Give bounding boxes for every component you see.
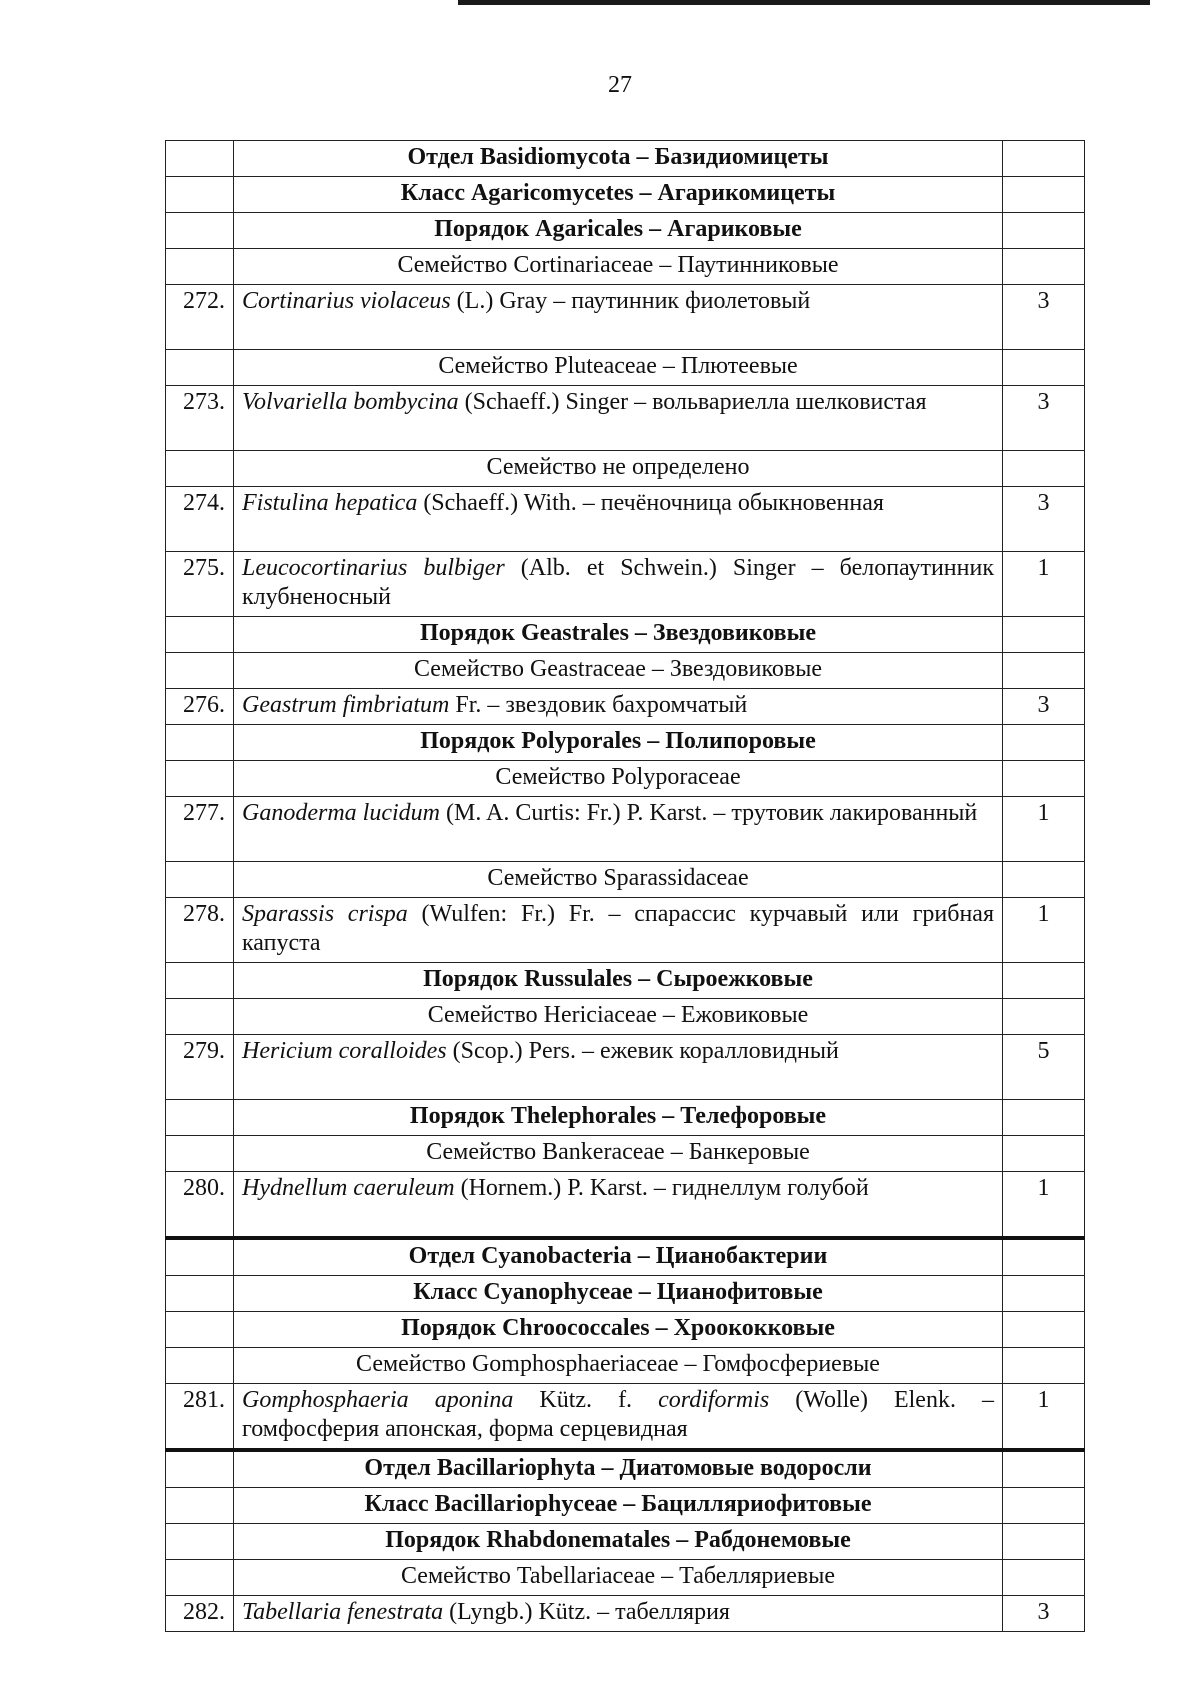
status-cell — [1003, 653, 1085, 689]
status-cell: 3 — [1003, 386, 1085, 451]
species-description: (Schaeff.) With. – печёночница обыкновенная — [417, 490, 884, 516]
species-description: (Wolle) Elenk. – гомфосферия апонская, форма серцевидная — [242, 1387, 994, 1442]
status-cell — [1003, 451, 1085, 487]
species-table — [165, 140, 1085, 1632]
species-description: (Alb. et Schwein.) Singer – белопаутинник клубненосный — [242, 555, 994, 610]
status-cell — [1003, 1238, 1085, 1276]
row-number-cell — [166, 1348, 234, 1384]
row-text-cell — [234, 689, 1003, 725]
row-number-cell — [166, 213, 234, 249]
row-text-cell — [234, 285, 1003, 350]
taxon-heading: Порядок Thelephorales – Телефоровые — [409, 1103, 827, 1129]
taxon-heading: Класс Cyanophyceae – Цианофитовые — [413, 1279, 823, 1305]
species-row — [166, 386, 1085, 451]
row-number-cell: 281. — [166, 1384, 234, 1451]
row-number-cell — [166, 249, 234, 285]
row-text-cell — [234, 653, 1003, 689]
taxon-heading-row — [166, 617, 1085, 653]
status-cell: 1 — [1003, 1384, 1085, 1451]
taxon-heading-row — [166, 1136, 1085, 1172]
taxon-heading-row — [166, 963, 1085, 999]
row-text-cell — [234, 1276, 1003, 1312]
taxon-heading: Отдел Bacillariophyta – Диатомовые водоросли — [364, 1455, 872, 1481]
species-row — [166, 689, 1085, 725]
taxon-heading-row — [166, 1450, 1085, 1488]
row-number-cell: 276. — [166, 689, 234, 725]
status-cell — [1003, 141, 1085, 177]
latin-name: Gomphosphaeria aponina — [242, 1387, 514, 1413]
taxon-heading: Семейство Cortinariaceae – Паутинниковые — [397, 252, 839, 278]
taxon-heading: Семейство Geastraceae – Звездовиковые — [414, 656, 822, 682]
taxon-heading: Порядок Chroococcales – Хроококковые — [401, 1315, 835, 1341]
taxon-heading: Семейство Gomphosphaeriaceae – Гомфосфериевые — [356, 1351, 880, 1377]
row-number-cell: 274. — [166, 487, 234, 552]
row-number-cell — [166, 999, 234, 1035]
status-cell: 3 — [1003, 1596, 1085, 1632]
status-cell — [1003, 1136, 1085, 1172]
taxon-heading-row — [166, 1276, 1085, 1312]
row-text-cell — [234, 1524, 1003, 1560]
row-text-cell — [234, 1560, 1003, 1596]
status-cell — [1003, 177, 1085, 213]
row-text-cell — [234, 213, 1003, 249]
row-text-cell — [234, 898, 1003, 963]
row-text-cell — [234, 1450, 1003, 1488]
species-row — [166, 1596, 1085, 1632]
taxon-heading: Порядок Geastrales – Звездовиковые — [419, 620, 817, 646]
taxon-heading-row — [166, 249, 1085, 285]
taxon-heading: Класс Agaricomycetes – Агарикомицеты — [400, 180, 836, 206]
row-text-cell — [234, 1100, 1003, 1136]
status-cell — [1003, 1450, 1085, 1488]
row-number-cell — [166, 1312, 234, 1348]
status-cell — [1003, 999, 1085, 1035]
latin-name: Volvariella bombycina — [242, 389, 459, 415]
row-number-cell: 272. — [166, 285, 234, 350]
taxon-heading-row — [166, 725, 1085, 761]
status-cell: 1 — [1003, 1172, 1085, 1239]
status-cell — [1003, 963, 1085, 999]
row-number-cell — [166, 1136, 234, 1172]
taxon-heading: Порядок Polyporales – Полипоровые — [420, 728, 816, 754]
row-number-cell — [166, 451, 234, 487]
species-description: (Schaeff.) Singer – вольвариелла шелковистая — [458, 389, 927, 415]
taxon-heading: Семейство Tabellariaceae – Табелляриевые — [400, 1563, 835, 1589]
row-number-cell — [166, 1560, 234, 1596]
taxon-heading: Семейство Bankeraceae – Банкеровые — [426, 1139, 810, 1165]
row-number-cell — [166, 862, 234, 898]
taxon-heading-row — [166, 1560, 1085, 1596]
latin-name: Fistulina hepatica — [242, 490, 418, 516]
species-row — [166, 285, 1085, 350]
taxon-heading-row — [166, 1238, 1085, 1276]
taxon-heading-row — [166, 862, 1085, 898]
species-description: (Wulfen: Fr.) Fr. – спарассис курчавый или грибная капуста — [242, 901, 994, 956]
row-text-cell — [234, 1238, 1003, 1276]
row-number-cell — [166, 1100, 234, 1136]
latin-name: Leucocortinarius bulbiger — [242, 555, 505, 581]
row-number-cell: 282. — [166, 1596, 234, 1632]
status-cell — [1003, 213, 1085, 249]
row-text-cell — [234, 617, 1003, 653]
status-cell — [1003, 862, 1085, 898]
species-row — [166, 1035, 1085, 1100]
row-text-cell — [234, 1136, 1003, 1172]
row-number-cell — [166, 141, 234, 177]
row-number-cell — [166, 617, 234, 653]
status-cell: 3 — [1003, 487, 1085, 552]
row-text-cell — [234, 552, 1003, 617]
latin-name: Geastrum fimbriatum — [242, 692, 450, 718]
taxon-heading-row — [166, 213, 1085, 249]
species-description: (L.) Gray – паутинник фиолетовый — [450, 288, 811, 314]
taxon-heading-row — [166, 1524, 1085, 1560]
latin-name: Tabellaria fenestrata — [242, 1599, 444, 1625]
row-text-cell — [234, 1488, 1003, 1524]
row-text-cell — [234, 386, 1003, 451]
row-number-cell: 277. — [166, 797, 234, 862]
status-cell — [1003, 1312, 1085, 1348]
row-number-cell — [166, 177, 234, 213]
status-cell — [1003, 350, 1085, 386]
status-cell — [1003, 725, 1085, 761]
species-row — [166, 1384, 1085, 1451]
row-text-cell — [234, 1596, 1003, 1632]
row-number-cell: 278. — [166, 898, 234, 963]
row-number-cell — [166, 1238, 234, 1276]
row-number-cell: 279. — [166, 1035, 234, 1100]
row-text-cell — [234, 487, 1003, 552]
latin-name: cordiformis — [658, 1387, 770, 1413]
row-number-cell — [166, 1488, 234, 1524]
status-cell: 1 — [1003, 552, 1085, 617]
row-number-cell — [166, 761, 234, 797]
species-description: (Lyngb.) Kütz. – табеллярия — [443, 1599, 730, 1625]
row-number-cell: 280. — [166, 1172, 234, 1239]
taxon-heading-row — [166, 1100, 1085, 1136]
status-cell — [1003, 617, 1085, 653]
row-text-cell — [234, 862, 1003, 898]
status-cell — [1003, 1276, 1085, 1312]
row-text-cell — [234, 177, 1003, 213]
taxon-heading-row — [166, 177, 1085, 213]
taxon-heading: Отдел Cyanobacteria – Цианобактерии — [408, 1243, 828, 1269]
species-description: (Scop.) Pers. – ежевик коралловидный — [446, 1038, 839, 1064]
status-cell: 5 — [1003, 1035, 1085, 1100]
status-cell: 1 — [1003, 797, 1085, 862]
taxon-heading-row — [166, 653, 1085, 689]
species-description: Kütz. f. — [513, 1387, 659, 1413]
row-text-cell — [234, 141, 1003, 177]
row-number-cell — [166, 653, 234, 689]
status-cell: 1 — [1003, 898, 1085, 963]
status-cell: 3 — [1003, 689, 1085, 725]
row-text-cell — [234, 1035, 1003, 1100]
latin-name: Hydnellum caeruleum — [242, 1175, 455, 1201]
row-text-cell — [234, 249, 1003, 285]
taxon-heading: Порядок Agaricales – Агариковые — [434, 216, 802, 242]
row-text-cell — [234, 797, 1003, 862]
row-number-cell — [166, 963, 234, 999]
taxon-heading: Порядок Russulales – Сыроежковые — [423, 966, 813, 992]
taxon-heading: Семейство Polyporaceae — [495, 764, 741, 790]
taxon-heading-row — [166, 141, 1085, 177]
latin-name: Cortinarius violaceus — [242, 288, 451, 314]
status-cell — [1003, 1488, 1085, 1524]
species-row — [166, 487, 1085, 552]
latin-name: Ganoderma lucidum — [242, 800, 440, 826]
status-cell — [1003, 1100, 1085, 1136]
row-text-cell — [234, 1312, 1003, 1348]
species-row — [166, 898, 1085, 963]
taxon-heading: Семейство Hericiaceae – Ежовиковые — [427, 1002, 809, 1028]
row-number-cell — [166, 1524, 234, 1560]
row-number-cell — [166, 1276, 234, 1312]
species-description: (M. A. Curtis: Fr.) P. Karst. – трутовик лакированный — [439, 800, 978, 826]
species-row — [166, 797, 1085, 862]
status-cell: 3 — [1003, 285, 1085, 350]
row-text-cell — [234, 999, 1003, 1035]
status-cell — [1003, 1524, 1085, 1560]
row-number-cell — [166, 1450, 234, 1488]
row-text-cell — [234, 963, 1003, 999]
row-number-cell — [166, 350, 234, 386]
taxon-heading-row — [166, 761, 1085, 797]
row-number-cell — [166, 725, 234, 761]
taxon-heading-row — [166, 451, 1085, 487]
page-number: 27 — [608, 72, 632, 98]
row-text-cell — [234, 350, 1003, 386]
taxon-heading-row — [166, 1348, 1085, 1384]
status-cell — [1003, 1560, 1085, 1596]
row-text-cell — [234, 451, 1003, 487]
row-text-cell — [234, 1172, 1003, 1239]
taxon-heading-row — [166, 1312, 1085, 1348]
latin-name: Sparassis crispa — [242, 901, 408, 927]
latin-name: Hericium coralloides — [242, 1038, 447, 1064]
taxon-heading: Порядок Rhabdonematales – Рабдонемовые — [385, 1527, 851, 1553]
taxon-heading: Семейство Sparassidaceae — [487, 865, 749, 891]
taxon-heading-row — [166, 999, 1085, 1035]
row-text-cell — [234, 1348, 1003, 1384]
row-text-cell — [234, 761, 1003, 797]
taxon-heading: Семейство Pluteaceae – Плютеевые — [438, 353, 798, 379]
taxon-heading-row — [166, 350, 1085, 386]
species-row — [166, 1172, 1085, 1239]
species-description: Fr. – звездовик бахромчатый — [449, 692, 748, 718]
status-cell — [1003, 249, 1085, 285]
status-cell — [1003, 761, 1085, 797]
species-description: (Hornem.) P. Karst. – гиднеллум голубой — [454, 1175, 869, 1201]
row-text-cell — [234, 1384, 1003, 1451]
row-text-cell — [234, 725, 1003, 761]
taxon-heading: Семейство не определено — [486, 454, 750, 480]
row-number-cell: 275. — [166, 552, 234, 617]
taxon-heading: Отдел Basidiomycota – Базидиомицеты — [407, 144, 829, 170]
status-cell — [1003, 1348, 1085, 1384]
species-row — [166, 552, 1085, 617]
taxon-heading: Класс Bacillariophyceae – Бацилляриофитовые — [364, 1491, 872, 1517]
row-number-cell: 273. — [166, 386, 234, 451]
taxon-heading-row — [166, 1488, 1085, 1524]
top-rule — [458, 0, 1150, 5]
